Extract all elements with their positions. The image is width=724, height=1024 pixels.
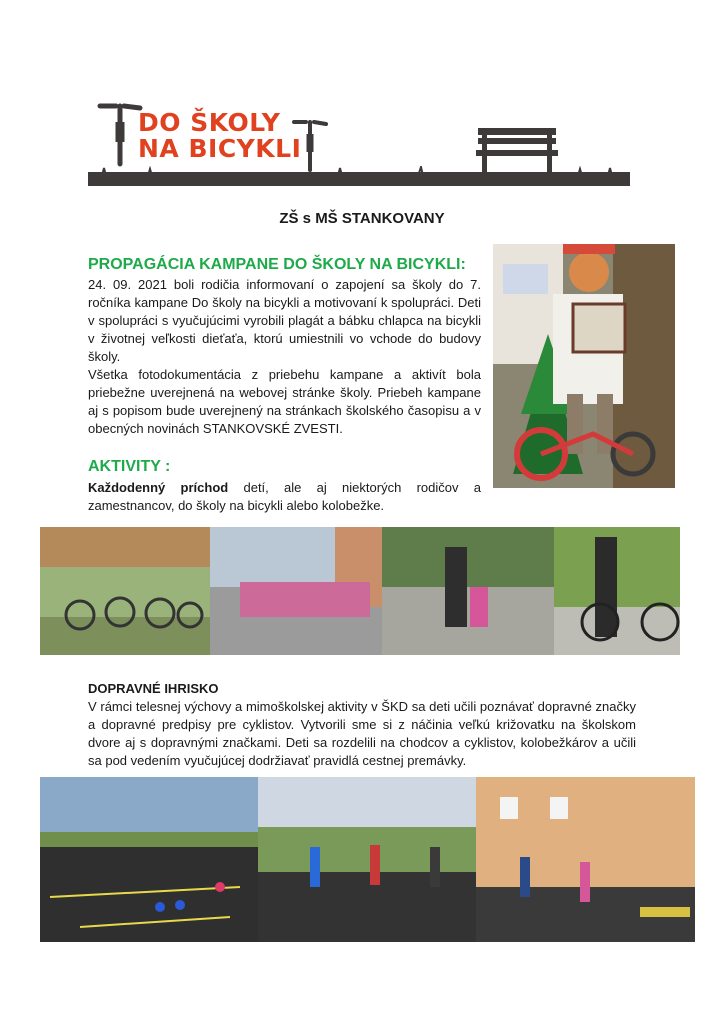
children-crossing-photo [258, 777, 476, 942]
traffic-heading: DOPRAVNÉ IHRISKO [88, 681, 219, 696]
intro-heading: PROPAGÁCIA KAMPANE DO ŠKOLY NA BICYKLI: [88, 256, 466, 273]
mother-children-photo [382, 527, 554, 655]
school-title: ZŠ s MŠ STANKOVANY [279, 210, 445, 227]
traffic-text [88, 698, 636, 770]
group-bicycles-photo [210, 527, 382, 655]
woman-child-bike-photo [554, 527, 680, 655]
arrival-photo-strip [40, 527, 680, 655]
arrival-rest: detí, ale aj niektorých rodičov a zamestnancov, do školy na bicykli alebo kolobežke. [88, 480, 481, 513]
activities-heading: AKTIVITY : [88, 458, 171, 475]
intro-paragraph-2: Všetka fotodokumentácia z priebehu kampane a aktivít bola priebežne uverejnená na webovej stránke školy. Priebeh kampane aj s popisom bude uverejnený na stránkach školského časopisu a v obecných novinách STANKOVSKÉ ZVESTI. [88, 367, 481, 436]
puppet-photo [493, 244, 675, 488]
logo-line-1: DO ŠKOLY [138, 108, 281, 137]
intro-paragraph-1: 24. 09. 2021 boli rodičia informovaní o zapojení sa školy do 7. ročníka kampane Do školy na bicykli a motivovaní k spolupráci. Deti v spolupráci s vyučujúcimi vyrobili plagát a bábku chlapca na bicykli v životnej veľkosti dieťaťa, ktorú umiestnili vo vchode do budovy školy. [88, 277, 481, 364]
banner-ground [88, 172, 630, 186]
logo-line-2: NA BICYKLI [138, 134, 302, 163]
empty-playground-photo [40, 777, 258, 942]
school-building-photo [476, 777, 695, 942]
playground-photo-strip [40, 777, 695, 942]
campaign-banner [88, 100, 630, 186]
campaign-logo-text [138, 110, 301, 162]
bike-rack-photo [40, 527, 210, 655]
arrival-text [88, 479, 481, 515]
traffic-paragraph: V rámci telesnej výchovy a mimoškolskej aktivity v ŠKD sa deti učili poznávať dopravné značky a dopravné predpisy pre cyklistov. Vytvorili sme si z náčinia veľkú križovatku na školskom dvore aj s dopravnými značkami. Deti sa rozdelili na chodcov a cyklistov, kolobežkárov a učili sa pod vedením vyučujúcej dodržiavať pravidlá cestnej premávky. [88, 699, 636, 768]
arrival-bold: Každodenný príchod [88, 480, 229, 495]
intro-text [88, 276, 481, 438]
